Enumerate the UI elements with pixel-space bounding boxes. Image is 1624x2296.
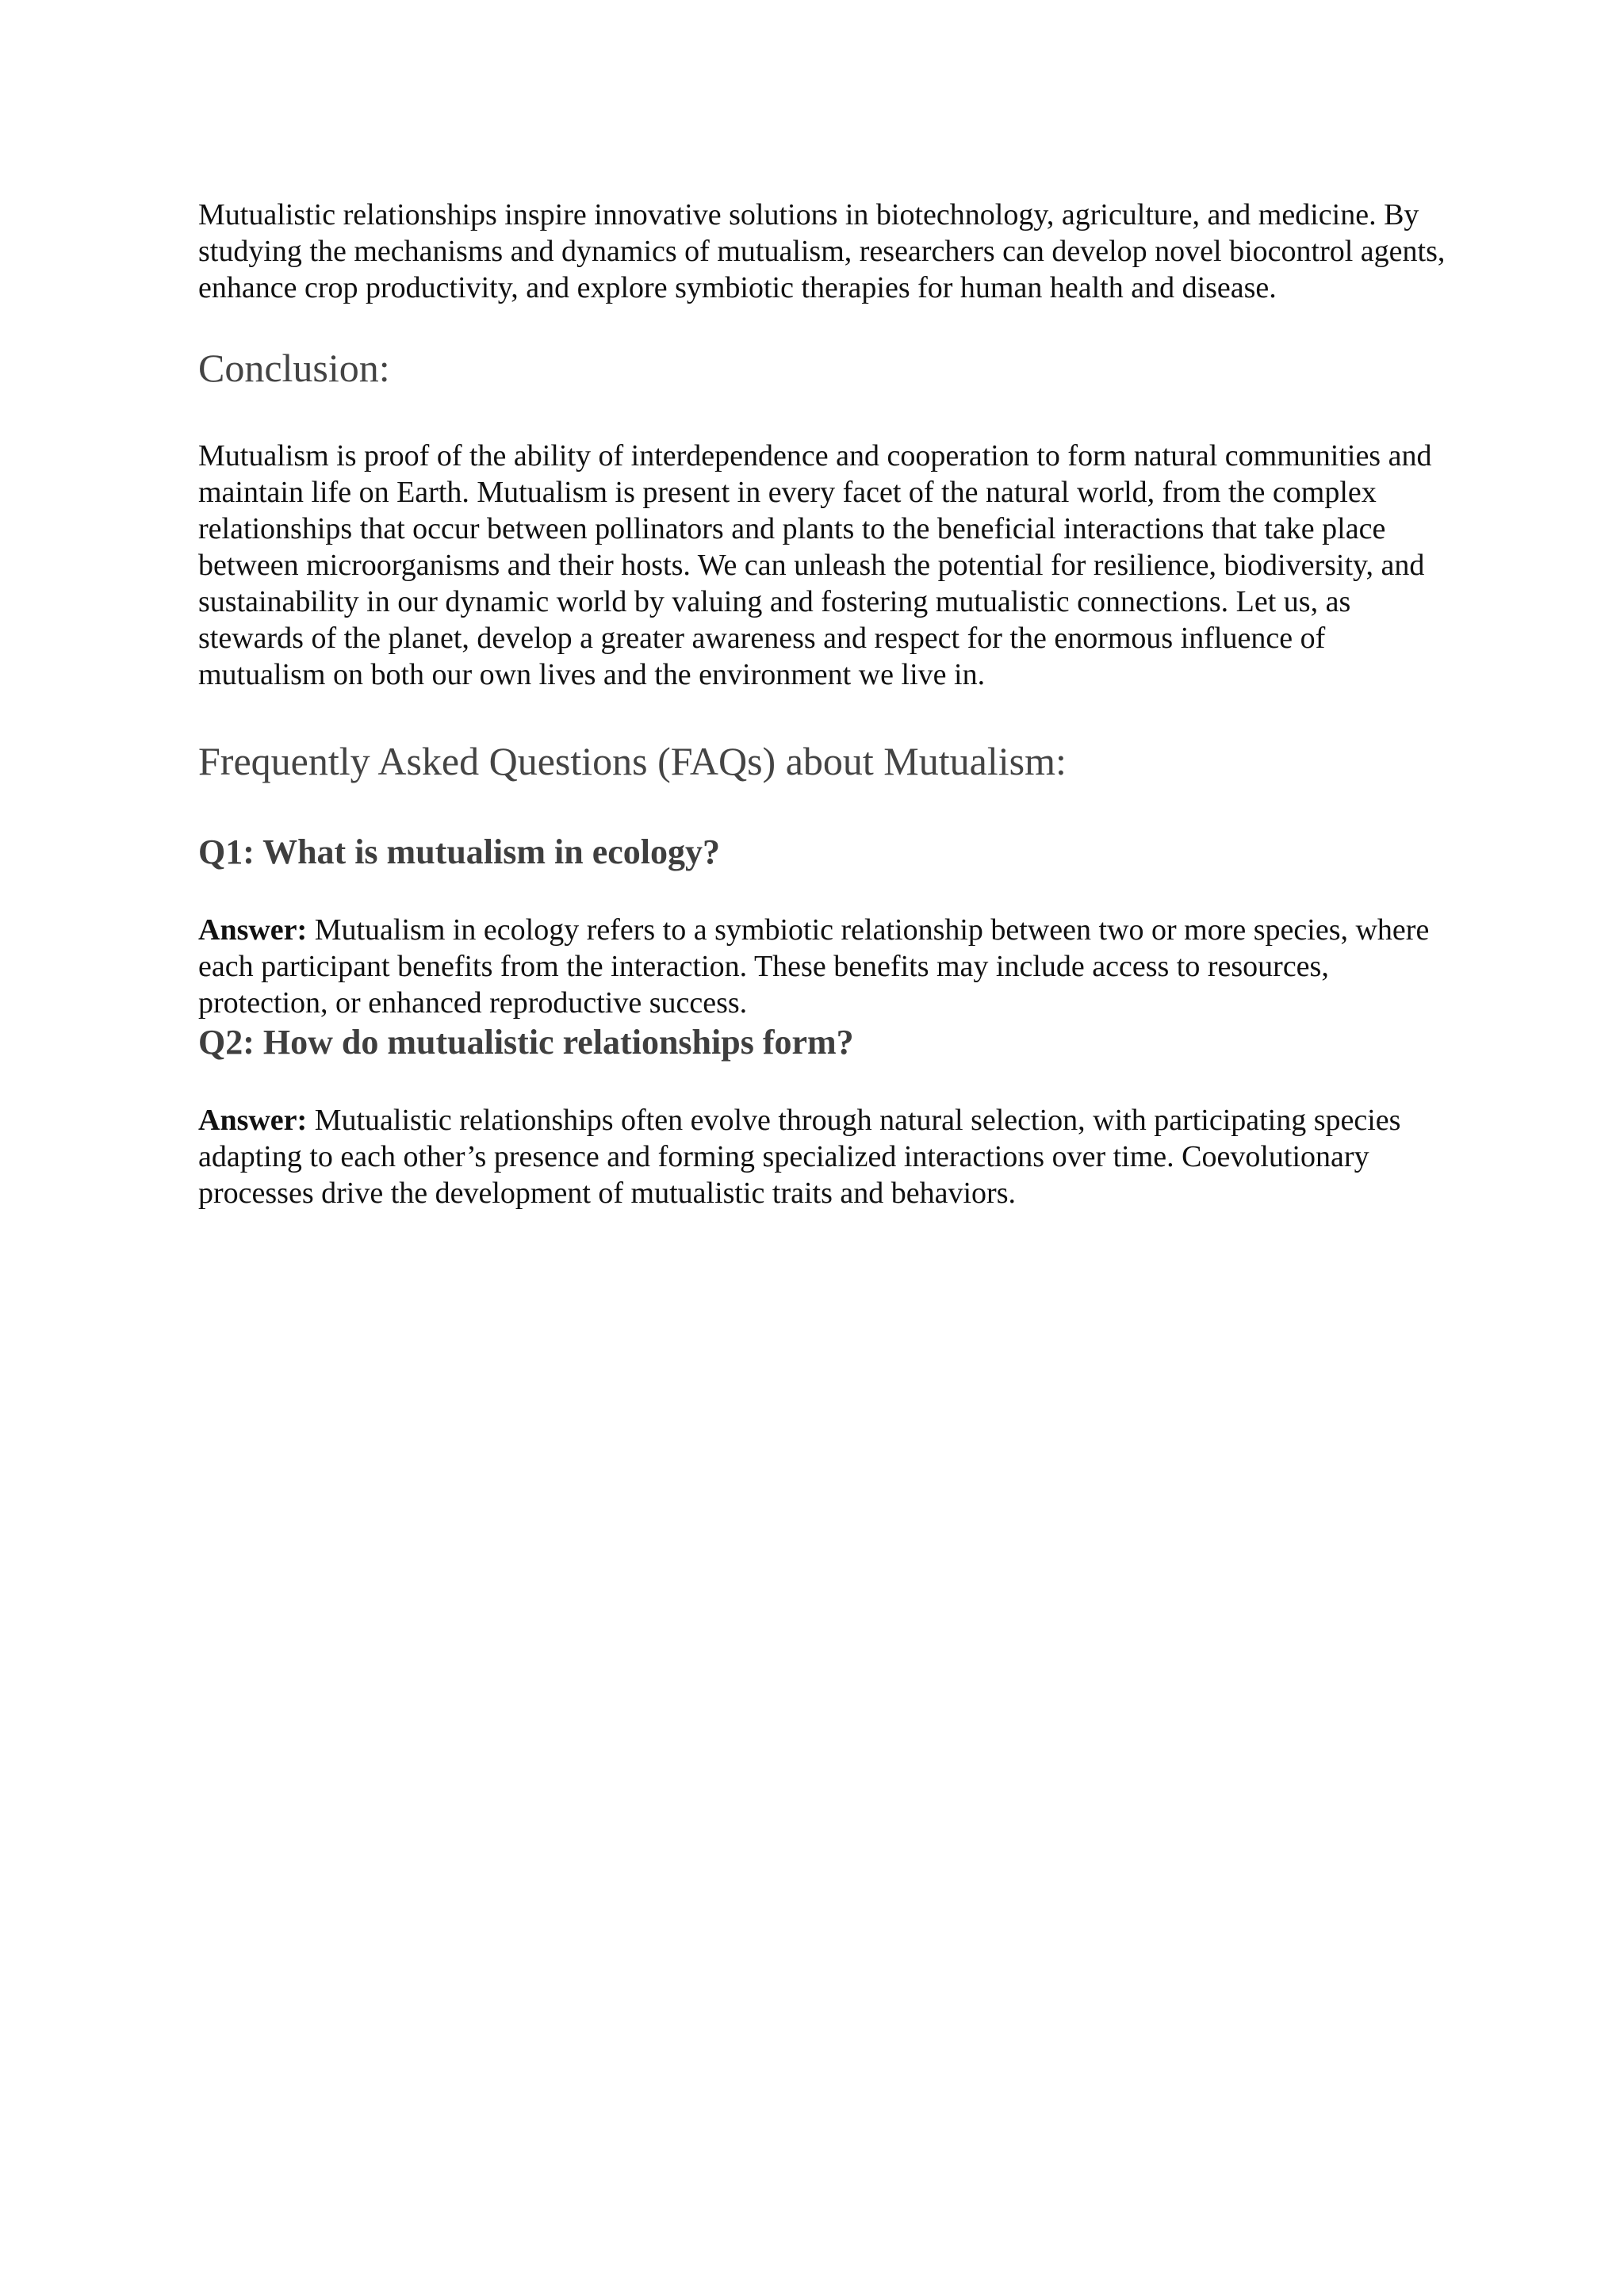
answer-text: Mutualism in ecology refers to a symbiotic relationship between two or more species, where each participant benefits from the interaction. These benefits may include access to resources, protection, or enhanced reproductive success. [198, 913, 1430, 1020]
faq-answer-1 [198, 912, 1459, 1021]
answer-label: Answer: [198, 913, 308, 947]
answer-label: Answer: [198, 1104, 308, 1137]
document-page [198, 197, 1459, 1211]
faq-question-2: Q2: How do mutualistic relationships form? [198, 1023, 854, 1062]
conclusion-heading: Conclusion: [198, 346, 390, 390]
faq-answer-2 [198, 1102, 1459, 1211]
conclusion-paragraph: Mutualism is proof of the ability of interdependence and cooperation to form natural communities and maintain life on Earth. Mutualism is present in every facet of the natural world, from the complex relationships that occur between pollinators and plants to the beneficial interactions that take place between microorganisms and their hosts. We can unleash the potential for resilience, biodiversity, and sustainability in our dynamic world by valuing and fostering mutualistic connections. Let us, as stewards of the planet, develop a greater awareness and respect for the enormous influence of mutualism on both our own lives and the environment we live in. [198, 439, 1432, 691]
faq-question-1: Q1: What is mutualism in ecology? [198, 832, 721, 871]
answer-text: Mutualistic relationships often evolve through natural selection, with participating species adapting to each other’s presence and forming specialized interactions over time. Coevolutionary processes drive the development of mutualistic traits and behaviors. [198, 1104, 1401, 1210]
faq-heading: Frequently Asked Questions (FAQs) about Mutualism: [198, 739, 1067, 783]
intro-paragraph: Mutualistic relationships inspire innovative solutions in biotechnology, agriculture, and medicine. By studying the mechanisms and dynamics of mutualism, researchers can develop novel biocontrol agents, enhance crop productivity, and explore symbiotic therapies for human health and disease. [198, 198, 1446, 304]
